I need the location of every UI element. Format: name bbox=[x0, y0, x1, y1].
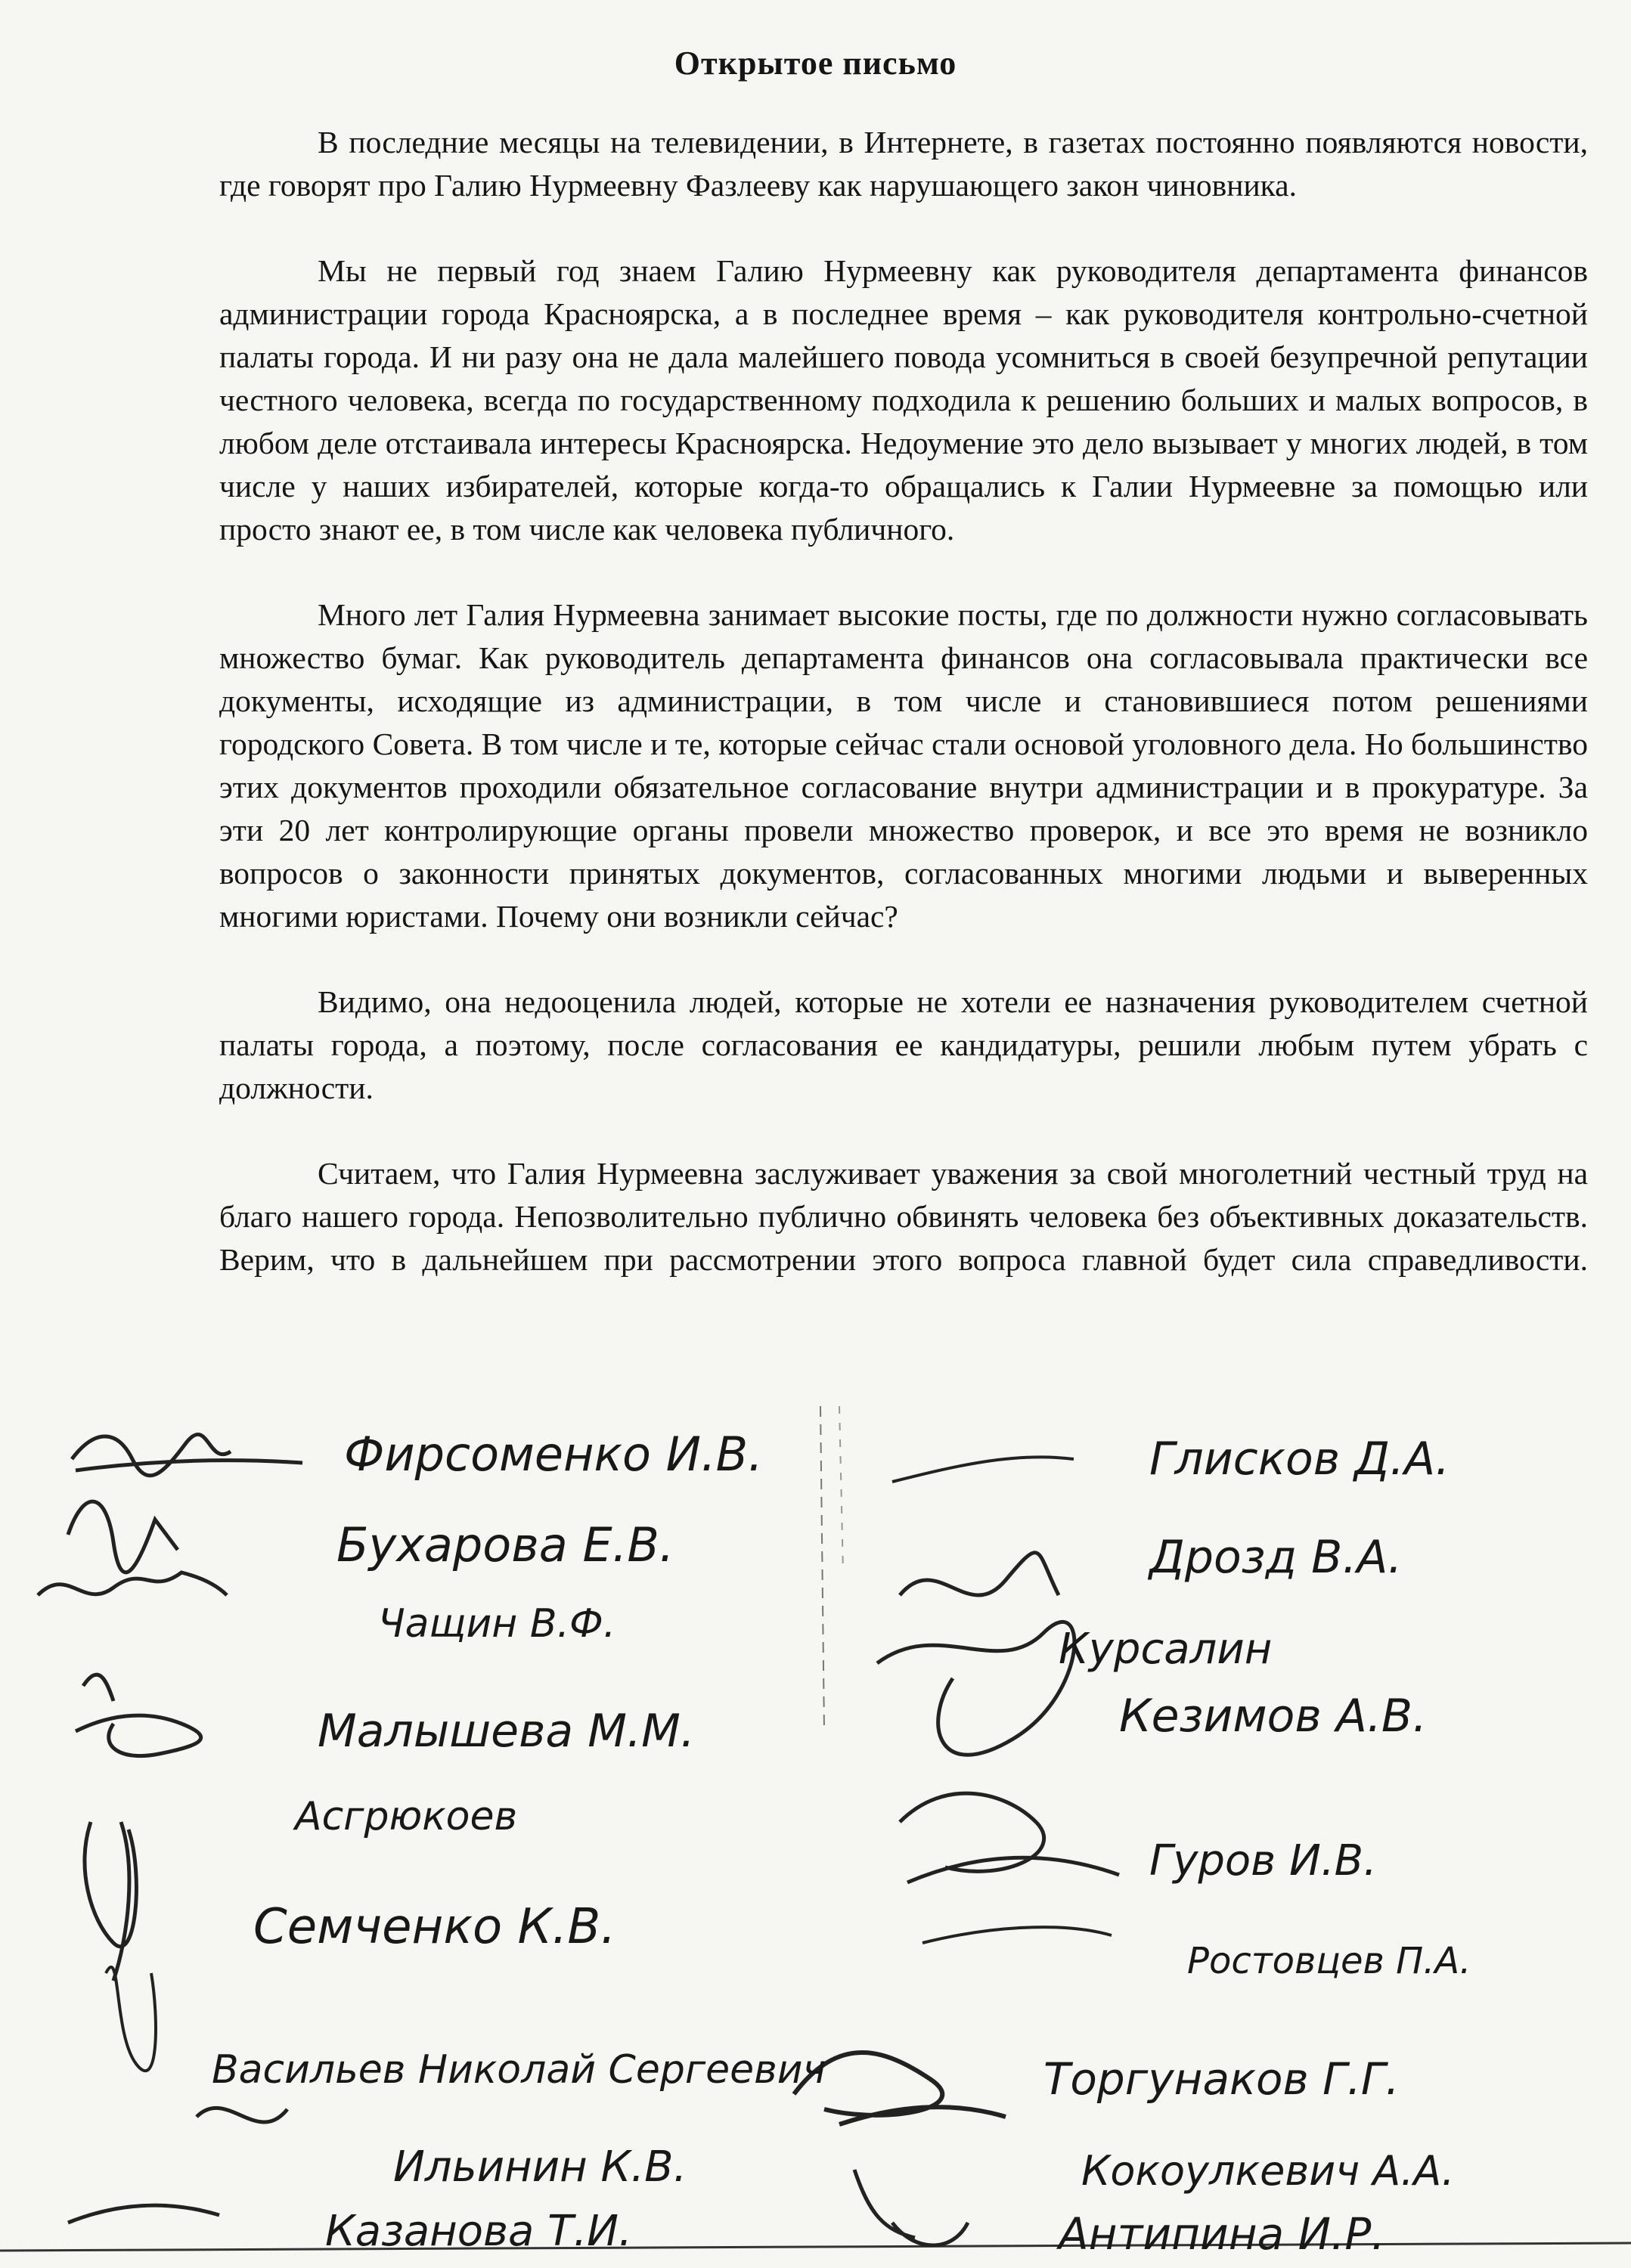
sig-right-1: Глисков Д.А. bbox=[1149, 1433, 1450, 1486]
sig-left-9: Казанова Т.И. bbox=[325, 2207, 632, 2256]
sig-left-5: Асгрюкоев bbox=[295, 1794, 518, 1839]
sig-left-3: Чащин В.Ф. bbox=[378, 1601, 616, 1647]
scribble-left-3 bbox=[38, 1572, 227, 1595]
scribble-right-5 bbox=[922, 1927, 1112, 1943]
sig-left-8: Ильинин К.В. bbox=[393, 2143, 687, 2192]
sig-right-2: Дрозд В.А. bbox=[1149, 1531, 1403, 1584]
paragraph-4: Видимо, она недооценила людей, которые не хотели ее назначения руководителем счетной палаты города, а поэтому, после согласования ее кандидатуры, решили любым путем убрать с должности. bbox=[219, 984, 1588, 1105]
sig-left-2: Бухарова Е.В. bbox=[336, 1517, 674, 1572]
sig-left-4: Малышева М.М. bbox=[318, 1705, 695, 1758]
signature-area bbox=[0, 1399, 1631, 2268]
signature-sheet bbox=[0, 1399, 1631, 2268]
sig-left-1: Фирсоменко И.В. bbox=[344, 1427, 763, 1482]
sig-right-8: Кокоулкевич А.А. bbox=[1081, 2147, 1455, 2195]
sig-right-6: Ростовцев П.А. bbox=[1187, 1940, 1471, 1982]
scribble-right-7 bbox=[854, 2170, 968, 2245]
divider-line-1 bbox=[820, 1406, 824, 1731]
sig-right-9: Антипина И.Р. bbox=[1059, 2208, 1385, 2260]
sig-right-4: Кезимов А.В. bbox=[1119, 1690, 1428, 1743]
scribble-right-2 bbox=[900, 1553, 1059, 1595]
scribble-left-2 bbox=[68, 1501, 178, 1572]
scribble-left-5 bbox=[85, 1822, 136, 1981]
scribble-left-6 bbox=[106, 1967, 156, 2071]
horizontal-rule bbox=[0, 2243, 1631, 2251]
divider-line-2 bbox=[839, 1406, 843, 1572]
paragraph-2: Мы не первый год знаем Галию Нурмеевну как руководителя департамента финансов администрации города Красноярска, а в последнее время – как руководителя контрольно-счетной палаты города. И ни разу она не дала малейшего повода усомниться в своей безупречной репутации честного человека, всегда по государственному подходила к решению больших и малых вопросов, в любом деле отстаивала интересы Красноярска. Недоумение это дело вызывает у многих людей, в том числе у наших избирателей, которые когда-то обращались к Галии Нурмеевне за помощью или просто знают ее, в том числе как человека публичного. bbox=[219, 253, 1588, 547]
sig-right-5: Гуров И.В. bbox=[1149, 1836, 1377, 1885]
sig-right-7: Торгунаков Г.Г. bbox=[1043, 2053, 1400, 2105]
paragraph-3: Много лет Галия Нурмеевна занимает высокие посты, где по должности нужно согласовывать множество бумаг. Как руководитель департамента финансов она согласовывала практически все документы, исходящие из администрации, в том числе и становившиеся потом решениями городского Совета. В том числе и те, которые сейчас стали основой уголовного дела. Но большинство этих документов проходили обязательное согласование внутри администрации и в прокуратуре. За эти 20 лет контролирующие органы провели множество проверок, и все это время не возникло вопросов о законности принятых документов, согласованных многими людьми и выверенных многими юристами. Почему они возникли сейчас? bbox=[219, 597, 1588, 934]
scribble-left-7 bbox=[68, 2108, 287, 2223]
scribble-left-1 bbox=[72, 1434, 302, 1475]
scribble-right-1 bbox=[892, 1457, 1074, 1482]
sig-left-6: Семченко К.В. bbox=[253, 1899, 616, 1955]
sig-right-3: Курсалин bbox=[1059, 1625, 1273, 1674]
scribble-right-4 bbox=[900, 1793, 1119, 1882]
scribble-right-3 bbox=[877, 1622, 1074, 1755]
scribble-left-4 bbox=[76, 1675, 201, 1755]
paragraph-5: Считаем, что Галия Нурмеевна заслуживает уважения за свой многолетний честный труд на благо нашего города. Непозволительно публично обвинять человека без объективных доказательств. Верим, что в дальнейшем при рассмотрении этого вопроса главной будет сила справедливости. bbox=[219, 1156, 1588, 1277]
letter-body bbox=[219, 121, 1588, 1324]
letter-title: Открытое письмо bbox=[674, 45, 957, 82]
sig-left-7: Васильев Николай Сергеевич bbox=[212, 2047, 826, 2093]
paragraph-1: В последние месяцы на телевидении, в Интернете, в газетах постоянно появляются новости, где говорят про Галию Нурмеевну Фазлееву как нарушающего закон чиновника. bbox=[219, 125, 1588, 203]
